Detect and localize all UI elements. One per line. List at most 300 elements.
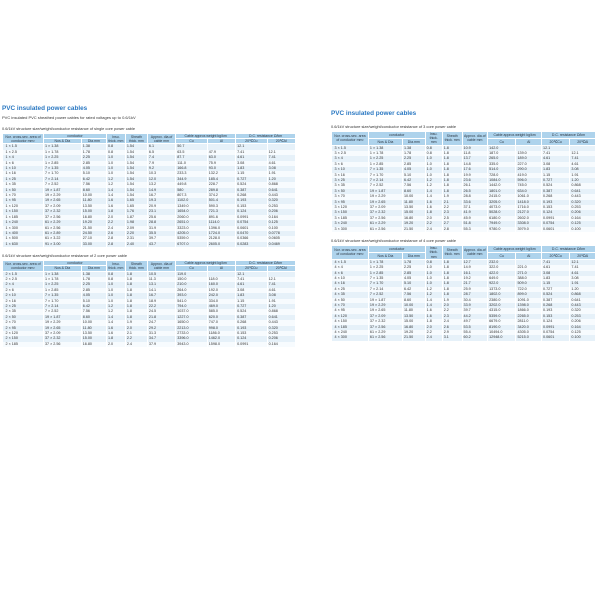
table-cell: 0.320 <box>267 326 295 331</box>
header-cross-section: Nor. cross-sec. area of conductor mm² <box>332 132 369 146</box>
power-cable-table <box>331 245 596 341</box>
table-cell: 1.54 <box>125 193 147 198</box>
table-cell: 1.2 <box>425 178 442 183</box>
table-cell: 166.8 <box>176 166 208 171</box>
table-cell: 13.7 <box>462 156 488 161</box>
table-cell: 3.08 <box>570 167 596 172</box>
table-cell: 891.6 <box>207 215 235 220</box>
table-cell: 1 × 1.5 <box>3 144 44 150</box>
table-cell: 50.7 <box>176 144 208 150</box>
table-cell: 25.9 <box>462 287 488 292</box>
table-cell: 2 × 6 <box>3 288 44 293</box>
header-dia-mm: Dia.mm <box>402 138 425 145</box>
table-cell: 722.0 <box>516 287 542 292</box>
table-cell: 1.78 <box>81 277 106 282</box>
table-cell: 14.1 <box>147 288 175 293</box>
table-cell: 185.4 <box>207 177 235 182</box>
table-cell: 19 × 2.29 <box>368 303 402 308</box>
table-cell: 8190.0 <box>488 325 516 330</box>
table-cell: 0.8 <box>425 151 442 156</box>
table-cell: 0.727 <box>236 304 268 309</box>
table-cell: 7.41 <box>570 156 596 161</box>
header-resistance-al: 20℃Al <box>570 252 596 259</box>
table-cell: 620.0 <box>207 315 235 320</box>
table-cell: 7 × 1.70 <box>368 173 402 178</box>
table-cell: 14.9 <box>147 188 175 193</box>
table-cell: 55.3 <box>462 227 488 232</box>
table-cell: 7 × 2.52 <box>368 183 402 188</box>
table-cell: 33.00 <box>81 242 106 247</box>
table-cell: 1 × 120 <box>3 204 44 209</box>
table-cell: 5.10 <box>81 171 106 176</box>
table-cell: 4 × 300 <box>332 335 369 340</box>
table-cell: 1418.0 <box>516 200 542 205</box>
table-cell: 2.0 <box>106 215 125 220</box>
table-cell: 16.80 <box>402 216 425 221</box>
table-cell: 0.443 <box>570 303 596 308</box>
table-cell: 1.83 <box>236 293 268 298</box>
table-cell: 19 × 2.65 <box>368 308 402 313</box>
table-cell: 1.0 <box>425 265 442 270</box>
table-cell: 2.20 <box>125 231 147 236</box>
table-cell: 1398.0 <box>516 303 542 308</box>
table-cell: 634.0 <box>516 189 542 194</box>
table-cell: 1.8 <box>442 276 462 281</box>
table-cell: 0.387 <box>542 298 570 303</box>
table-cell: 1.91 <box>267 299 295 304</box>
table-cell: 1 × 25 <box>3 177 44 182</box>
table-cell: 1.65 <box>125 198 147 203</box>
table-cell: 12.0 <box>147 177 175 182</box>
table-cell: 3420.0 <box>516 325 542 330</box>
table-cell: 61 × 2.56 <box>368 227 402 232</box>
table-cell: 7.4 <box>147 155 175 160</box>
table-cell: 1373.0 <box>488 287 516 292</box>
table-cell: 1.9 <box>442 298 462 303</box>
table-cell: 3 × 70 <box>332 194 369 199</box>
table-cell: 2 × 150 <box>3 336 44 341</box>
table-cell: 2 × 35 <box>3 309 44 314</box>
table-cell: 4 × 185 <box>332 325 369 330</box>
table-cell: 1.0 <box>425 173 442 178</box>
table-cell: 7 × 2.52 <box>43 182 81 187</box>
table-cell: 271.0 <box>516 271 542 276</box>
table-cell: 1.4 <box>425 194 442 199</box>
table-cell: 1.54 <box>125 171 147 176</box>
table-cell: 233.3 <box>176 171 208 176</box>
table-cell: 7 × 2.14 <box>43 304 81 309</box>
table-cell: 1.8 <box>125 282 147 287</box>
table-cell: 1 × 6 <box>3 161 44 166</box>
table-cell: 2.4 <box>425 227 442 232</box>
table-cell: 6180.0 <box>488 216 516 221</box>
table-cell: 2733.0 <box>176 331 208 336</box>
table-cell: 33.9 <box>462 303 488 308</box>
table-cell: 0.524 <box>236 309 268 314</box>
table-cell: 1.8 <box>125 299 147 304</box>
table-cell: 119.0 <box>176 271 208 277</box>
table-cell: 1.2 <box>106 177 125 182</box>
table-cell: 227.0 <box>516 162 542 167</box>
table-cell: 2.25 <box>81 282 106 287</box>
table-cell: 1.0 <box>425 276 442 281</box>
table-cell: 2060.0 <box>176 215 208 220</box>
table-cell: 1.0 <box>106 155 125 160</box>
table-cell: 87.7 <box>176 155 208 160</box>
table-cell: 0.206 <box>267 336 295 341</box>
table-cell: 4.05 <box>81 293 106 298</box>
table-cell: 0.253 <box>267 331 295 336</box>
table-cell: 4.61 <box>236 282 268 287</box>
table-cell: 2.0 <box>125 326 147 331</box>
table-cell: 1.8 <box>442 145 462 151</box>
table-cell: 0.8 <box>425 145 442 151</box>
table-cell: 3943.0 <box>176 342 208 347</box>
table-cell: 150.0 <box>176 277 208 282</box>
table-cell: 2 × 4 <box>3 282 44 287</box>
table-cell: 0.206 <box>267 209 295 214</box>
table-cell: 0.443 <box>267 320 295 325</box>
header-dc-resistance: D.C. resistance Ω/km <box>542 132 596 139</box>
table-cell: 34.7 <box>147 336 175 341</box>
table-cell: 0.0601 <box>236 226 268 231</box>
table-cell: 1.0 <box>106 166 125 171</box>
table-cell: 5359.0 <box>176 236 208 241</box>
table-cell: 11.8 <box>462 151 488 156</box>
header-conductor: conductor <box>43 261 106 266</box>
table-cell: 47.9 <box>207 150 235 155</box>
table-cell: 2213.0 <box>176 326 208 331</box>
table-cell: 0.0366 <box>236 236 268 241</box>
table-cell: 0.268 <box>542 303 570 308</box>
header-cross-section: Nor. cross-sec. area of conductor mm² <box>3 134 44 144</box>
table-cell: 1.9 <box>442 194 462 199</box>
table-cell: 1.87 <box>125 215 147 220</box>
table-cell: 0.0283 <box>236 242 268 247</box>
table-cell: 1.83 <box>542 276 570 281</box>
table-cell: 1 × 2.25 <box>43 282 81 287</box>
table-cell: 28.8 <box>147 220 175 225</box>
table-cell: 1.8 <box>425 210 442 215</box>
header-approx-diameter: Approx. dia.of cable mm <box>462 246 488 260</box>
table-cell: 1.2 <box>425 287 442 292</box>
table-cell: 1.4 <box>106 315 125 320</box>
table-cell: 7.41 <box>236 277 268 282</box>
table-cell: 43.7 <box>147 242 175 247</box>
table-cell: 11.80 <box>402 308 425 313</box>
table-cell: 23.6 <box>462 178 488 183</box>
table-cell: 1.15 <box>542 173 570 178</box>
table-cell: 1.8 <box>125 293 147 298</box>
header-weight: Cable approx.weight kg/km <box>488 132 542 139</box>
table-cell: 6.42 <box>81 177 106 182</box>
table-cell: 1 × 400 <box>3 231 44 236</box>
header-insulation: Insu. thick. mm <box>425 246 442 260</box>
header-sheath: Sheath thick. mm <box>125 134 147 144</box>
table-cell: 19.2 <box>462 276 488 281</box>
table-cell: 1084.0 <box>488 178 516 183</box>
table-cell: 1.54 <box>125 182 147 187</box>
table-cell: 8.60 <box>402 189 425 194</box>
table-cell: 24.5 <box>147 309 175 314</box>
table-cell: 1.98 <box>125 220 147 225</box>
table-cell: 0.868 <box>267 182 295 187</box>
table-cell: 2.6 <box>106 231 125 236</box>
header-weight: Cable approx.weight kg/km <box>176 261 236 266</box>
table-cell: 2.4 <box>125 342 147 347</box>
table-cell: 7 × 2.52 <box>43 309 81 314</box>
table-cell: 2.8 <box>442 227 462 232</box>
header-weight-al: Al <box>516 138 542 145</box>
table-cell: 5.10 <box>402 281 425 286</box>
table-cell: 39.7 <box>462 308 488 313</box>
table-cell: 2.85 <box>402 162 425 167</box>
table-cell: 19 × 1.87 <box>43 315 81 320</box>
table-cell: 1.54 <box>125 144 147 150</box>
table-cell: 7.41 <box>542 259 570 265</box>
table-cell: 1.8 <box>442 292 462 297</box>
table-cell: 1.78 <box>402 151 425 156</box>
table-cell: 37 × 2.56 <box>368 325 402 330</box>
table-cell: 0.253 <box>570 205 596 210</box>
header-resistance-cu: 20℃Cu <box>542 138 570 145</box>
table-cell: 2.25 <box>402 156 425 161</box>
table-cell: 4 × 50 <box>332 298 369 303</box>
table-cell: 1.8 <box>442 183 462 188</box>
table-cell: 37 × 2.56 <box>43 342 81 347</box>
table-cell: 1.91 <box>570 281 596 286</box>
table-cell: 422.0 <box>488 271 516 276</box>
header-conductor: conductor <box>43 134 106 139</box>
table-cell: 2.9 <box>442 330 462 335</box>
table-cell: 210.0 <box>176 282 208 287</box>
table-cell: 2.85 <box>81 288 106 293</box>
power-cable-table <box>2 133 296 247</box>
header-weight: Cable approx.weight kg/km <box>488 246 542 253</box>
table-cell: 19.20 <box>81 220 106 225</box>
table-cell: 0.868 <box>267 309 295 314</box>
table-cell: 4.61 <box>267 288 295 293</box>
table-cell: 39.7 <box>147 236 175 241</box>
table-cell: 44.2 <box>462 314 488 319</box>
table-cell: 0.320 <box>570 308 596 313</box>
table-cell: 0.164 <box>570 216 596 221</box>
header-weight-cu: Cu <box>488 138 516 145</box>
single-core-table <box>2 133 296 247</box>
table-cell: 335.0 <box>488 162 516 167</box>
table-cell: 0.0991 <box>542 216 570 221</box>
table-cell: 10.5 <box>147 271 175 277</box>
table-cell: 55.4 <box>462 330 488 335</box>
table-cell: 41.9 <box>462 210 488 215</box>
header-nos-dia: Nos & Dia <box>43 266 81 271</box>
table-cell: 3 × 6 <box>332 162 369 167</box>
table-cell: 580 <box>176 188 208 193</box>
table-cell: 0.153 <box>542 205 570 210</box>
table-cell: 2.85 <box>402 271 425 276</box>
table-cell: 1462.0 <box>207 336 235 341</box>
table-cell: 7 × 1.35 <box>43 293 81 298</box>
table-cell: 0.0470 <box>236 231 268 236</box>
table-cell: 1.4 <box>425 303 442 308</box>
table-cell: 10.3 <box>147 171 175 176</box>
table-cell: 192.0 <box>207 288 235 293</box>
table-cell: 0.164 <box>570 325 596 330</box>
table-row <box>332 335 596 340</box>
header-sheath: Sheath thick. mm <box>125 261 147 271</box>
table-cell: 1 × 1.78 <box>368 259 402 265</box>
table-cell: 1.6 <box>425 308 442 313</box>
table-cell: 1.54 <box>125 166 147 171</box>
table-cell: 7 × 1.35 <box>368 167 402 172</box>
table-cell: 142.0 <box>488 145 516 151</box>
table-cell: 0.124 <box>542 319 570 324</box>
table-cell: 1 × 240 <box>3 220 44 225</box>
table-cell: 0.8 <box>106 271 125 277</box>
table-cell: 1716.0 <box>516 205 542 210</box>
table-cell: 15.00 <box>81 209 106 214</box>
table-cell: 12.1 <box>267 277 295 282</box>
table-cell: 0.868 <box>570 292 596 297</box>
table-cell: 35.5 <box>147 231 175 236</box>
table-cell: 15.00 <box>81 336 106 341</box>
table-cell: 4.05 <box>402 167 425 172</box>
table-cell: 4.05 <box>402 276 425 281</box>
table-cell: 19 × 2.29 <box>43 193 81 198</box>
table-cell: 2128.0 <box>207 236 235 241</box>
table-cell: 1.8 <box>442 167 462 172</box>
table-cell: 3.08 <box>236 161 268 166</box>
table-cell: 6.1 <box>147 144 175 150</box>
table-cell: 419.0 <box>516 173 542 178</box>
table-cell: 1 × 10 <box>3 166 44 171</box>
table-cell: 1.2 <box>106 182 125 187</box>
table-cell: 1.15 <box>236 171 268 176</box>
table-cell: 469.0 <box>207 304 235 309</box>
table-cell: 21.50 <box>81 226 106 231</box>
table-cell: 2.6 <box>442 325 462 330</box>
table-cell: 4.61 <box>236 155 268 160</box>
right-page-title: PVC insulated power cables <box>331 110 417 117</box>
table-cell: 7 × 1.35 <box>368 276 402 281</box>
table-cell: 19.3 <box>147 198 175 203</box>
table-cell: 0.153 <box>542 314 570 319</box>
table-cell: 9780.0 <box>488 227 516 232</box>
table-cell: 37 × 2.32 <box>43 209 81 214</box>
table-cell: 1.38 <box>402 145 425 151</box>
table-cell: 0.387 <box>236 188 268 193</box>
table-cell: 1 × 2.25 <box>368 156 402 161</box>
table-cell: 1.8 <box>442 265 462 270</box>
table-cell: 13.50 <box>402 314 425 319</box>
table-cell: 3.08 <box>267 166 295 171</box>
table-cell: 1.0 <box>106 288 125 293</box>
table-cell: 1.38 <box>81 144 106 150</box>
table-cell: 1 × 1.38 <box>368 145 402 151</box>
table-cell: 1.83 <box>542 167 570 172</box>
table-cell: 374.2 <box>207 193 235 198</box>
table-cell: 1.0 <box>106 299 125 304</box>
table-cell: 228.7 <box>207 182 235 187</box>
table-cell: 0.125 <box>570 330 596 335</box>
table-cell: 63.0 <box>207 155 235 160</box>
table-cell: 509.0 <box>516 281 542 286</box>
table-cell: 8.60 <box>81 188 106 193</box>
header-approx-diameter: Approx. dia.of cable mm <box>462 132 488 146</box>
table-cell: 1114.0 <box>207 220 235 225</box>
table-cell: 4 × 95 <box>332 308 369 313</box>
table-cell: 4205.0 <box>176 231 208 236</box>
table-cell: 1 × 500 <box>3 236 44 241</box>
table-cell: 16.80 <box>402 325 425 330</box>
table-cell: 13.50 <box>81 204 106 209</box>
header-approx-diameter: Approx. dia.of cable mm <box>147 134 175 144</box>
header-sheath: Sheath thick. mm <box>442 132 462 146</box>
table-cell: 1.6 <box>106 326 125 331</box>
table-cell: 1.54 <box>125 188 147 193</box>
table-cell: 2 × 10 <box>3 293 44 298</box>
left-column <box>2 105 296 347</box>
table-cell: 13.50 <box>402 205 425 210</box>
table-cell: 590.3 <box>207 204 235 209</box>
table-cell: 0.193 <box>542 308 570 313</box>
table-cell: 1396.0 <box>207 226 235 231</box>
header-cross-section: Nor. cross-sec. area of conductor mm² <box>3 261 44 271</box>
table-cell: 0.641 <box>267 188 295 193</box>
table-cell: 2 × 185 <box>3 342 44 347</box>
table-cell: 265.0 <box>488 156 516 161</box>
table-cell: 7.41 <box>267 155 295 160</box>
table-cell: 1.78 <box>81 150 106 155</box>
table-cell: 0.0754 <box>236 220 268 225</box>
table-cell: 2.31 <box>125 236 147 241</box>
table-cell: 4 × 25 <box>332 287 369 292</box>
table-cell: 289.8 <box>207 188 235 193</box>
table-cell: 3 × 95 <box>332 200 369 205</box>
header-cross-section: Nor. cross-sec. area of conductor mm² <box>332 246 369 260</box>
table-cell: 0.443 <box>570 194 596 199</box>
table-cell: 0.193 <box>542 200 570 205</box>
two-core-caption: 0.6/1kV structure size/weight/conductor resistance of 2 core power cable <box>2 253 127 259</box>
table-cell: 12.1 <box>570 259 596 265</box>
table-cell: 0.193 <box>236 326 268 331</box>
header-dia-mm: Dia.mm <box>402 252 425 259</box>
table-cell: 1.0 <box>106 293 125 298</box>
header-resistance-al: 20℃Al <box>267 266 295 271</box>
table-cell: 1.20 <box>570 287 596 292</box>
header-insulation: Insu. thick. mm <box>108 261 124 270</box>
table-cell: 21.8 <box>147 315 175 320</box>
table-cell: 3323.0 <box>176 226 208 231</box>
three-core-table <box>331 131 596 232</box>
table-cell: 1650.0 <box>176 320 208 325</box>
table-cell: 3 × 300 <box>332 227 369 232</box>
table-cell: 28.7 <box>462 292 488 297</box>
table-cell: 25.6 <box>147 215 175 220</box>
table-cell: 0.387 <box>236 315 268 320</box>
table-cell: 10.9 <box>462 145 488 151</box>
table-cell: 1.8 <box>125 304 147 309</box>
table-cell: 3 × 25 <box>332 178 369 183</box>
table-cell: 1.6 <box>425 314 442 319</box>
table-cell: 4073.0 <box>488 205 516 210</box>
table-cell: 19 × 2.29 <box>368 194 402 199</box>
table-cell: 1.65 <box>125 204 147 209</box>
table-cell: 12.1 <box>236 271 268 277</box>
table-cell: 1724.0 <box>207 231 235 236</box>
table-cell: 899.0 <box>516 292 542 297</box>
table-cell: 0.443 <box>267 193 295 198</box>
